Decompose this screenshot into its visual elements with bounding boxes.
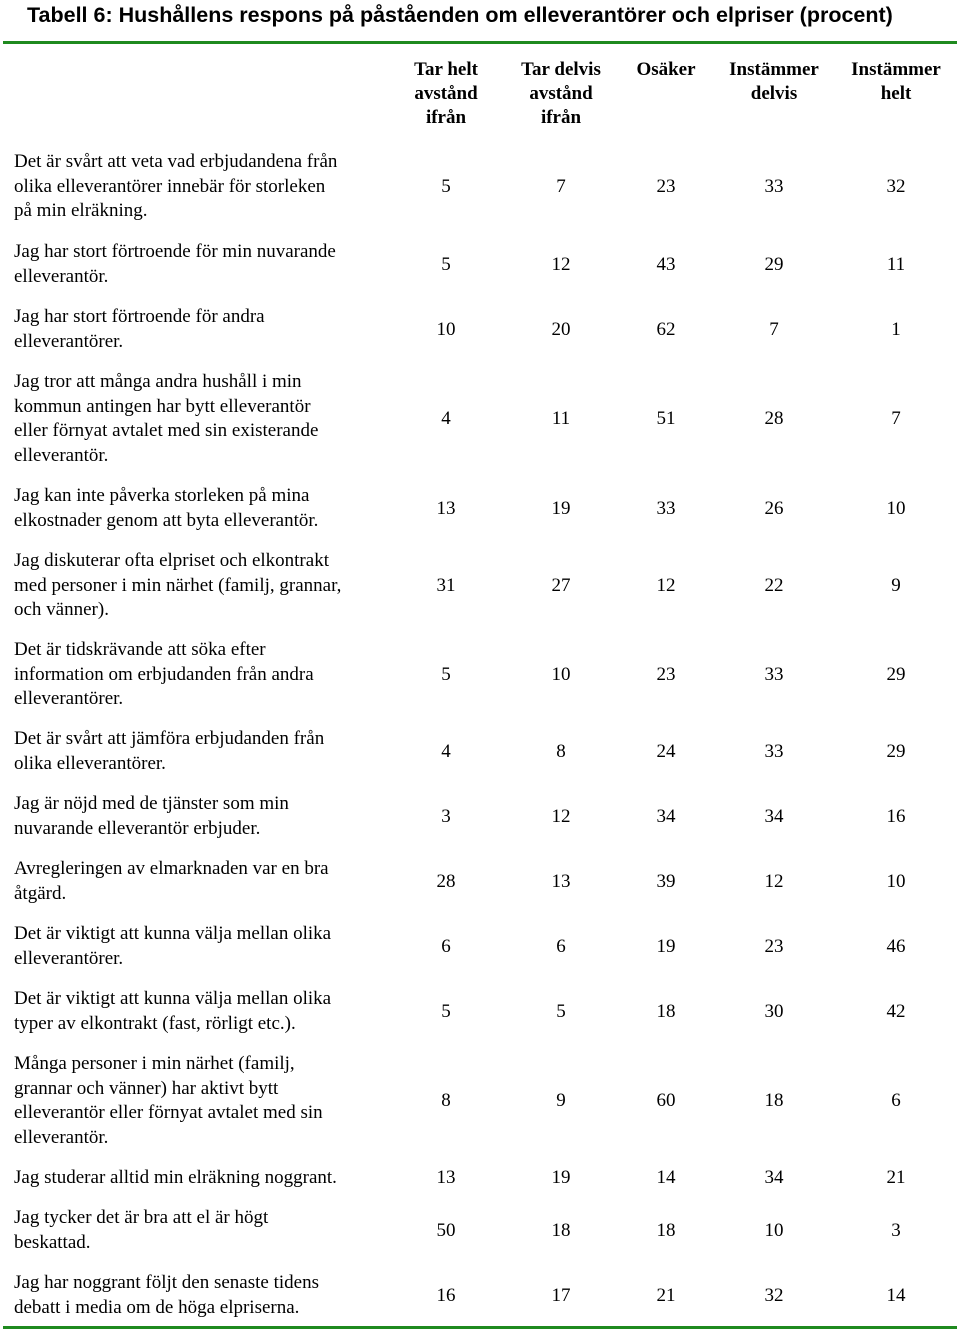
column-header-line: Instämmer xyxy=(729,59,819,80)
statement-line: eller förnyat avtalet med sin existerande xyxy=(14,420,319,441)
value-cell: 34 xyxy=(764,805,784,827)
statement-line: Avregleringen av elmarknaden var en bra xyxy=(14,858,329,879)
statement-line: Det är viktigt att kunna välja mellan olika xyxy=(14,923,332,944)
statement-cell xyxy=(14,484,414,533)
statement-line: Jag har stort förtroende för andra xyxy=(14,306,265,327)
value-cell: 5 xyxy=(441,663,451,685)
value-cell: 14 xyxy=(656,1167,676,1189)
value-cell: 8 xyxy=(556,740,566,762)
statement-cell xyxy=(14,857,414,906)
statement-cell xyxy=(14,792,414,841)
value-cell: 10 xyxy=(551,663,571,685)
statement-line: nuvarande elleverantör erbjuder. xyxy=(14,817,261,839)
column-header-line: delvis xyxy=(750,83,798,104)
value-cell: 9 xyxy=(556,1090,566,1111)
value-cell: 3 xyxy=(891,1219,901,1241)
value-cell: 10 xyxy=(764,1219,784,1241)
column-header xyxy=(851,58,941,106)
value-cell: 12 xyxy=(551,253,571,275)
statement-cell xyxy=(14,987,414,1036)
value-cell: 5 xyxy=(441,1000,451,1022)
statement-line: Jag diskuterar ofta elpriset och elkontrakt xyxy=(14,550,329,571)
value-cell: 10 xyxy=(886,497,906,519)
statement-cell xyxy=(14,549,414,623)
statement-cell xyxy=(14,727,414,776)
value-cell: 13 xyxy=(436,497,456,519)
value-cell: 60 xyxy=(656,1090,676,1111)
value-cell: 24 xyxy=(656,740,676,762)
value-cell: 28 xyxy=(764,408,784,429)
value-cell: 27 xyxy=(551,574,571,596)
value-cell: 16 xyxy=(436,1284,456,1306)
value-cell: 51 xyxy=(656,408,676,429)
value-cell: 23 xyxy=(764,935,784,957)
value-cell: 17 xyxy=(551,1284,571,1306)
value-cell: 1 xyxy=(891,318,901,340)
value-cell: 21 xyxy=(656,1284,676,1306)
value-cell: 34 xyxy=(656,805,676,827)
statement-cell xyxy=(14,305,414,354)
statement-line: på min elräkning. xyxy=(14,200,148,221)
statement-line: Jag studerar alltid min elräkning noggrant. xyxy=(14,1167,337,1188)
statement-line: typer av elkontrakt (fast, rörligt etc.). xyxy=(14,1012,296,1034)
statement-cell xyxy=(14,1052,414,1150)
column-header-line: Tar delvis xyxy=(521,59,601,80)
statement-line: elleverantör. xyxy=(14,1126,109,1148)
value-cell: 12 xyxy=(551,805,571,827)
column-header-line: Osäker xyxy=(636,59,696,80)
statement-line: Jag kan inte påverka storleken på mina xyxy=(14,485,310,506)
value-cell: 18 xyxy=(551,1219,571,1241)
statement-line: elleverantör. xyxy=(14,444,109,466)
statement-line: Jag har stort förtroende för min nuvarande xyxy=(14,241,336,262)
value-cell: 23 xyxy=(656,663,676,685)
column-header-line: avstånd xyxy=(529,83,593,104)
column-header-line: ifrån xyxy=(540,107,582,128)
statement-line: elkostnader genom att byta elleverantör. xyxy=(14,509,319,531)
statement-line: Jag tycker det är bra att el är högt xyxy=(14,1207,269,1228)
value-cell: 11 xyxy=(886,253,906,275)
value-cell: 28 xyxy=(436,870,456,892)
statement-cell xyxy=(14,150,414,224)
value-cell: 18 xyxy=(656,1219,676,1241)
value-cell: 12 xyxy=(656,574,676,596)
statement-line: olika elleverantörer innebär för storleken xyxy=(14,175,326,197)
value-cell: 9 xyxy=(891,574,901,596)
column-header-line: ifrån xyxy=(425,107,467,128)
value-cell: 29 xyxy=(886,740,906,762)
column-header xyxy=(414,58,478,130)
value-cell: 13 xyxy=(551,870,571,892)
value-cell: 6 xyxy=(891,1090,901,1111)
table-title: Tabell 6: Hushållens respons på påståenden om elleverantörer och elpriser (procent) xyxy=(27,3,893,27)
statement-line: beskattad. xyxy=(14,1231,91,1253)
value-cell: 42 xyxy=(886,1000,906,1022)
value-cell: 32 xyxy=(764,1284,784,1306)
statement-line: grannar och vänner) har aktivt bytt xyxy=(14,1077,279,1099)
statement-cell xyxy=(14,1166,414,1191)
statement-cell xyxy=(14,922,414,971)
column-header xyxy=(729,58,819,106)
statement-cell xyxy=(14,1271,414,1320)
bottom-divider xyxy=(3,1326,957,1329)
value-cell: 26 xyxy=(764,497,784,519)
column-header-line: helt xyxy=(880,83,912,104)
statement-line: Det är viktigt att kunna välja mellan olika xyxy=(14,988,332,1009)
statement-line: olika elleverantörer. xyxy=(14,752,166,774)
value-cell: 23 xyxy=(656,175,676,197)
value-cell: 31 xyxy=(436,574,456,596)
statement-line: Många personer i min närhet (familj, xyxy=(14,1053,295,1074)
value-cell: 12 xyxy=(764,870,784,892)
statement-cell xyxy=(14,240,414,289)
statement-line: Det är svårt att veta vad erbjudandena från xyxy=(14,151,338,172)
value-cell: 7 xyxy=(556,175,566,197)
statement-line: Jag har noggrant följt den senaste tidens xyxy=(14,1272,319,1293)
value-cell: 13 xyxy=(436,1167,456,1189)
value-cell: 46 xyxy=(886,935,906,957)
top-divider xyxy=(3,41,957,44)
column-header-line: Instämmer xyxy=(851,59,941,80)
value-cell: 29 xyxy=(764,253,784,275)
statement-line: kommun antingen har bytt elleverantör xyxy=(14,395,311,417)
value-cell: 33 xyxy=(764,740,784,762)
value-cell: 22 xyxy=(764,574,784,596)
statement-line: åtgärd. xyxy=(14,882,67,904)
column-header-line: Tar helt xyxy=(414,59,478,80)
statement-line: Det är svårt att jämföra erbjudanden från xyxy=(14,728,325,749)
value-cell: 19 xyxy=(656,935,676,957)
statement-line: elleverantörer. xyxy=(14,688,124,709)
value-cell: 6 xyxy=(556,935,566,957)
value-cell: 32 xyxy=(886,175,906,197)
value-cell: 29 xyxy=(886,663,906,685)
statement-line: elleverantörer. xyxy=(14,947,124,969)
value-cell: 18 xyxy=(764,1090,784,1111)
value-cell: 8 xyxy=(441,1090,451,1111)
value-cell: 4 xyxy=(441,408,451,429)
value-cell: 20 xyxy=(551,318,571,340)
value-cell: 19 xyxy=(551,497,571,519)
statement-line: elleverantör. xyxy=(14,265,109,287)
value-cell: 39 xyxy=(656,870,676,892)
value-cell: 33 xyxy=(764,175,784,197)
column-header-line: avstånd xyxy=(414,83,478,104)
value-cell: 19 xyxy=(551,1167,571,1189)
value-cell: 33 xyxy=(764,663,784,685)
value-cell: 18 xyxy=(656,1000,676,1022)
value-cell: 5 xyxy=(441,253,451,275)
value-cell: 7 xyxy=(891,408,901,429)
value-cell: 10 xyxy=(436,318,456,340)
value-cell: 43 xyxy=(656,253,676,275)
value-cell: 34 xyxy=(764,1167,784,1189)
value-cell: 62 xyxy=(656,318,676,340)
statement-cell xyxy=(14,638,414,712)
statement-cell xyxy=(14,370,414,468)
value-cell: 33 xyxy=(656,497,676,519)
value-cell: 11 xyxy=(551,408,571,429)
statement-line: med personer i min närhet (familj, grannar, xyxy=(14,574,342,596)
value-cell: 21 xyxy=(886,1167,906,1189)
statement-line: Det är tidskrävande att söka efter xyxy=(14,639,266,660)
statement-line: och vänner). xyxy=(14,599,109,620)
value-cell: 6 xyxy=(441,935,451,957)
value-cell: 4 xyxy=(441,740,451,762)
statement-line: Jag är nöjd med de tjänster som min xyxy=(14,793,289,814)
statement-cell xyxy=(14,1206,414,1255)
value-cell: 5 xyxy=(556,1000,566,1022)
column-header xyxy=(636,58,695,82)
statement-line: elleverantör eller förnyat avtalet med sin xyxy=(14,1102,323,1123)
value-cell: 50 xyxy=(436,1219,456,1241)
statement-line: information om erbjudanden från andra xyxy=(14,663,314,685)
value-cell: 16 xyxy=(886,805,906,827)
value-cell: 7 xyxy=(769,318,779,340)
statement-line: debatt i media om de höga elpriserna. xyxy=(14,1296,300,1318)
value-cell: 14 xyxy=(886,1284,906,1306)
value-cell: 10 xyxy=(886,870,906,892)
statement-line: elleverantörer. xyxy=(14,330,124,352)
value-cell: 3 xyxy=(441,805,451,827)
column-header xyxy=(521,58,601,130)
value-cell: 30 xyxy=(764,1000,784,1022)
statement-line: Jag tror att många andra hushåll i min xyxy=(14,371,302,392)
value-cell: 5 xyxy=(441,175,451,197)
